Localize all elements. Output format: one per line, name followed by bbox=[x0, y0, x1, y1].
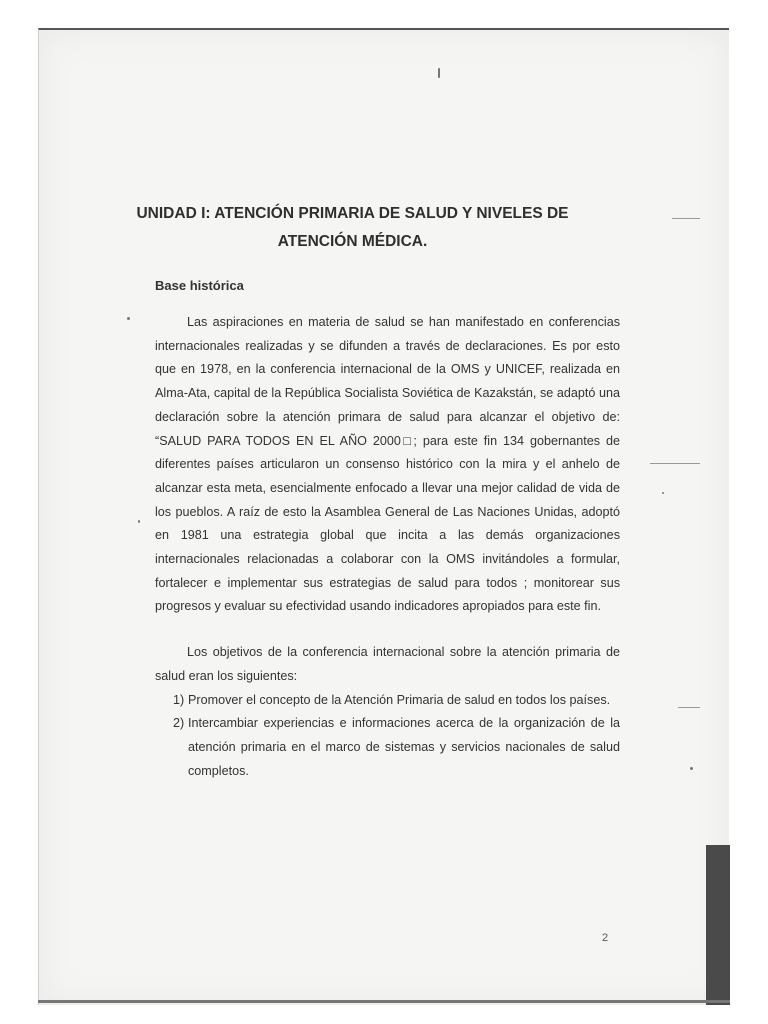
list-item-text: Intercambiar experiencias e informaciones acerca de la organización de la atención primaria en el marco de sistemas y servicios nacionales de salud completos. bbox=[188, 716, 620, 778]
list-item-number: 2) bbox=[173, 716, 185, 731]
scan-mark bbox=[672, 218, 700, 219]
scan-mark bbox=[650, 463, 700, 464]
list-item bbox=[155, 712, 620, 783]
list-item-number: 1) bbox=[173, 692, 185, 707]
document-title: UNIDAD I: ATENCIÓN PRIMARIA DE SALUD Y NIVELES DE ATENCIÓN MÉDICA. bbox=[136, 205, 569, 250]
scan-mark bbox=[678, 707, 700, 708]
page-bottom-edge bbox=[38, 1000, 730, 1003]
section-heading: Base histórica bbox=[155, 278, 244, 293]
objectives-list bbox=[155, 689, 620, 784]
list-item bbox=[155, 689, 620, 713]
scan-speck bbox=[662, 492, 664, 494]
scan-speck bbox=[690, 767, 693, 770]
page-edge-shadow bbox=[706, 845, 730, 1005]
document-body bbox=[115, 170, 620, 783]
page-number: 2 bbox=[602, 932, 609, 944]
scan-speck bbox=[438, 68, 440, 78]
list-item-text: Promover el concepto de la Atención Primaria de salud en todos los países. bbox=[188, 692, 611, 707]
paragraph-historical-background: Las aspiraciones en materia de salud se han manifestado en conferencias internacionales realizadas y se difunden a través de declaraciones. Es por esto que en 1978, en la conferencia internacional de la OMS y UNICEF, realizada en Alma-Ata, capital de la República Socialista Soviética de Kazakstán, se adaptó una declaración sobre la atención primara de salud para alcanzar el objetivo de: “SALUD PARA TODOS EN EL AÑO 2000□; para este fin 134 gobernantes de diferentes países articularon un consenso histórico con la mira y el anhelo de alcanzar esta meta, esencialmente enfocado a llevar una mejor calidad de vida de los pueblos. A raíz de esto la Asamblea General de Las Naciones Unidas, adoptó en 1981 una estrategia global que incita a las demás organizaciones internacionales relacionadas a colaborar con la OMS invitándoles a formular, fortalecer e implementar sus estrategias de salud para todos ; monitorear sus progresos y evaluar su efectividad usando indicadores apropiados para este fin. bbox=[155, 315, 620, 614]
paragraph-objectives-intro: Los objetivos de la conferencia internacional sobre la atención primaria de salud eran los siguientes: bbox=[155, 645, 620, 683]
